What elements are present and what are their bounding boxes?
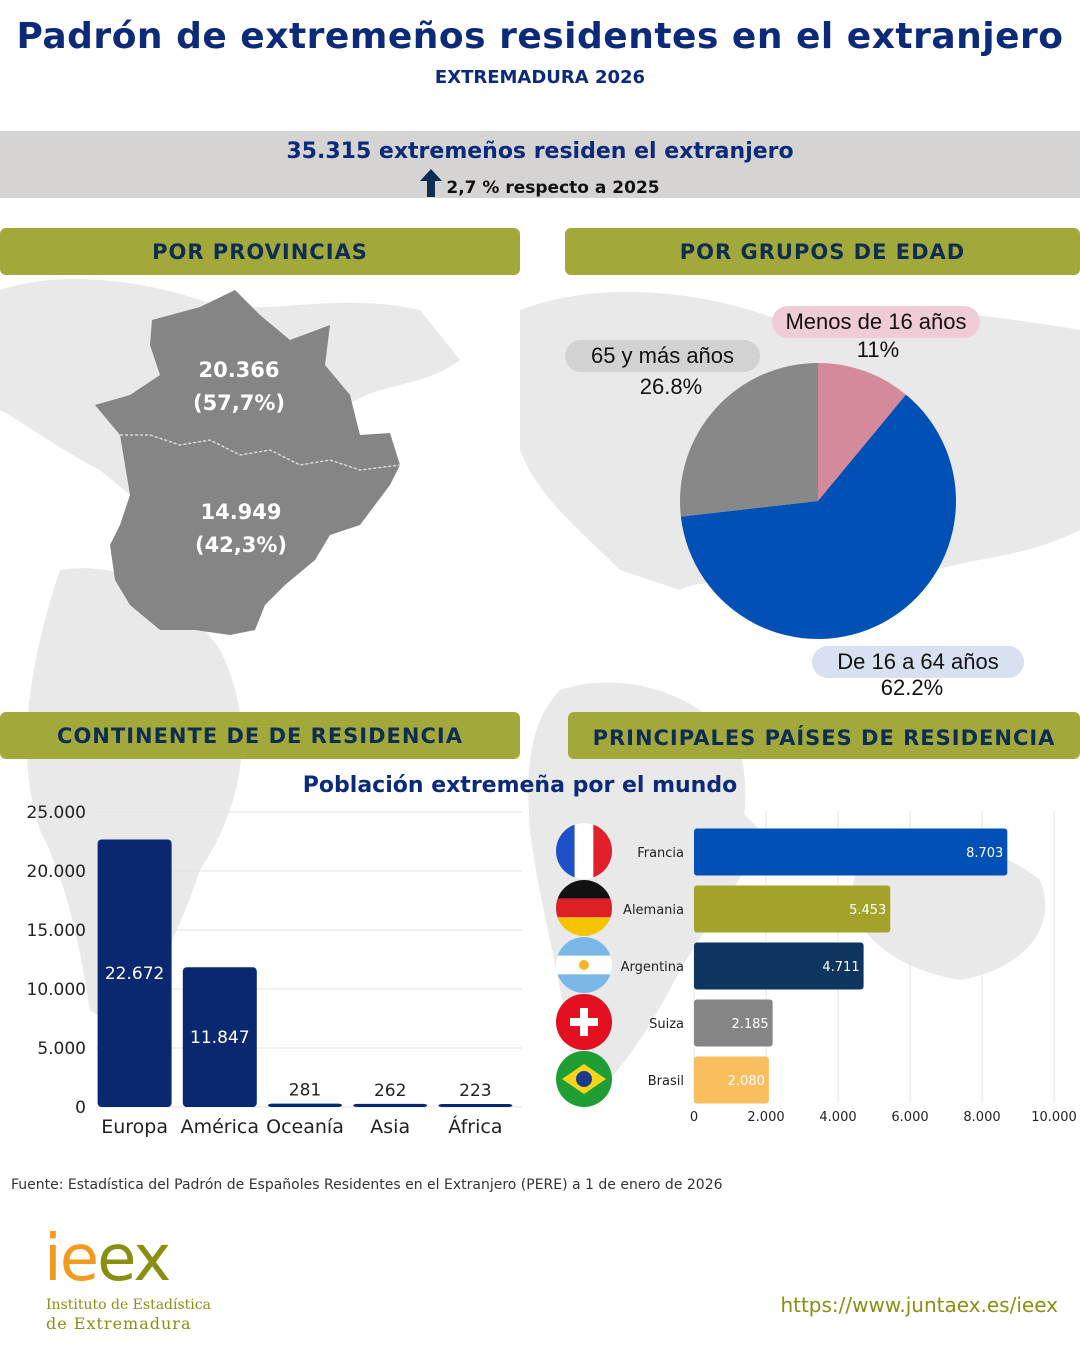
summary-change-text: 2,7 % respecto a 2025 xyxy=(446,178,660,198)
bar-value-label: 8.703 xyxy=(966,846,1004,861)
pie-label-65mas: 65 y más años xyxy=(565,340,760,372)
flag-france-icon xyxy=(556,823,612,879)
x-category-label: África xyxy=(448,1116,503,1138)
country-bar-chart xyxy=(550,805,1080,1135)
country-label: Francia xyxy=(637,846,684,861)
x-tick-label: 6.000 xyxy=(891,1110,929,1125)
section-header-provincias: POR PROVINCIAS xyxy=(0,228,520,275)
chart-title: Población extremeña por el mundo xyxy=(302,773,738,798)
summary-band xyxy=(0,131,1080,198)
flag-germany-icon xyxy=(556,880,612,936)
arrow-up-icon xyxy=(420,169,442,197)
flag-switzerland-icon xyxy=(556,994,612,1050)
country-label: Brasil xyxy=(647,1074,684,1089)
x-category-label: Europa xyxy=(101,1116,168,1138)
logo-line2: de Extremadura xyxy=(46,1314,192,1333)
ieex-logo: ieex xyxy=(44,1222,170,1296)
pie-label-16a64: De 16 a 64 años xyxy=(812,646,1024,678)
y-tick-label: 25.000 xyxy=(26,803,86,823)
summary-total: 35.315 extremeños residen el extranjero xyxy=(286,139,794,164)
y-tick-label: 10.000 xyxy=(26,980,86,1000)
pie-label-menos16: Menos de 16 años xyxy=(772,306,980,338)
pie-pct-65mas: 26.8% xyxy=(639,374,703,399)
pie-pct-16a64: 62.2% xyxy=(880,675,944,700)
bar-value-label: 281 xyxy=(288,1080,322,1101)
bar-value-label: 4.711 xyxy=(822,960,860,975)
country-label: Alemania xyxy=(623,903,684,918)
x-category-label: América xyxy=(180,1116,259,1138)
x-tick-label: 4.000 xyxy=(819,1110,857,1125)
bar-asia xyxy=(353,1104,427,1107)
province-caceres-pct: (57,7%) xyxy=(192,391,286,415)
x-tick-label: 8.000 xyxy=(963,1110,1001,1125)
x-tick-label: 2.000 xyxy=(747,1110,785,1125)
province-badajoz-label xyxy=(141,496,341,562)
website-link[interactable]: https://www.juntaex.es/ieex xyxy=(780,1293,1058,1317)
section-header-paises: PRINCIPALES PAÍSES DE RESIDENCIA xyxy=(568,712,1080,759)
x-tick-label: 10.000 xyxy=(1031,1110,1077,1125)
bar-value-label: 2.080 xyxy=(727,1074,765,1089)
section-header-edad: POR GRUPOS DE EDAD xyxy=(565,228,1080,275)
flag-brazil-icon xyxy=(556,1051,612,1107)
page-subtitle: EXTREMADURA 2026 xyxy=(434,67,646,88)
continent-bar-chart xyxy=(0,795,540,1145)
flag-argentina-icon xyxy=(556,937,612,993)
y-tick-label: 0 xyxy=(75,1098,86,1118)
x-category-label: Asia xyxy=(370,1116,411,1138)
y-tick-label: 5.000 xyxy=(37,1039,86,1059)
province-caceres-label xyxy=(139,354,339,420)
bar-value-label: 22.672 xyxy=(104,964,165,985)
pie-pct-menos16: 11% xyxy=(856,337,900,362)
page-title: Padrón de extremeños residentes en el extranjero xyxy=(16,16,1064,57)
province-badajoz-pct: (42,3%) xyxy=(194,533,288,557)
bar-francia xyxy=(694,829,1007,876)
bar-value-label: 5.453 xyxy=(849,903,887,918)
country-label: Argentina xyxy=(620,960,684,975)
y-tick-label: 15.000 xyxy=(26,921,86,941)
province-caceres-value: 20.366 xyxy=(198,358,280,382)
bar-value-label: 262 xyxy=(373,1080,407,1101)
y-tick-label: 20.000 xyxy=(26,862,86,882)
province-badajoz-value: 14.949 xyxy=(200,500,282,524)
x-category-label: Oceanía xyxy=(266,1116,344,1138)
summary-change xyxy=(0,169,1080,198)
logo-line1: Instituto de Estadística xyxy=(46,1297,211,1313)
extremadura-map xyxy=(90,285,410,650)
section-header-continente: CONTINENTE DE DE RESIDENCIA xyxy=(0,712,520,759)
bar-value-label: 223 xyxy=(459,1081,492,1101)
x-tick-label: 0 xyxy=(689,1110,699,1125)
country-label: Suiza xyxy=(649,1017,684,1032)
bar-value-label: 11.847 xyxy=(190,1028,250,1049)
bar-value-label: 2.185 xyxy=(731,1017,769,1032)
bar-oceanía xyxy=(268,1104,342,1107)
bar-áfrica xyxy=(438,1104,512,1107)
source-note: Fuente: Estadística del Padrón de Españoles Residentes en el Extranjero (PERE) a 1 de enero de 2026 xyxy=(11,1177,723,1193)
